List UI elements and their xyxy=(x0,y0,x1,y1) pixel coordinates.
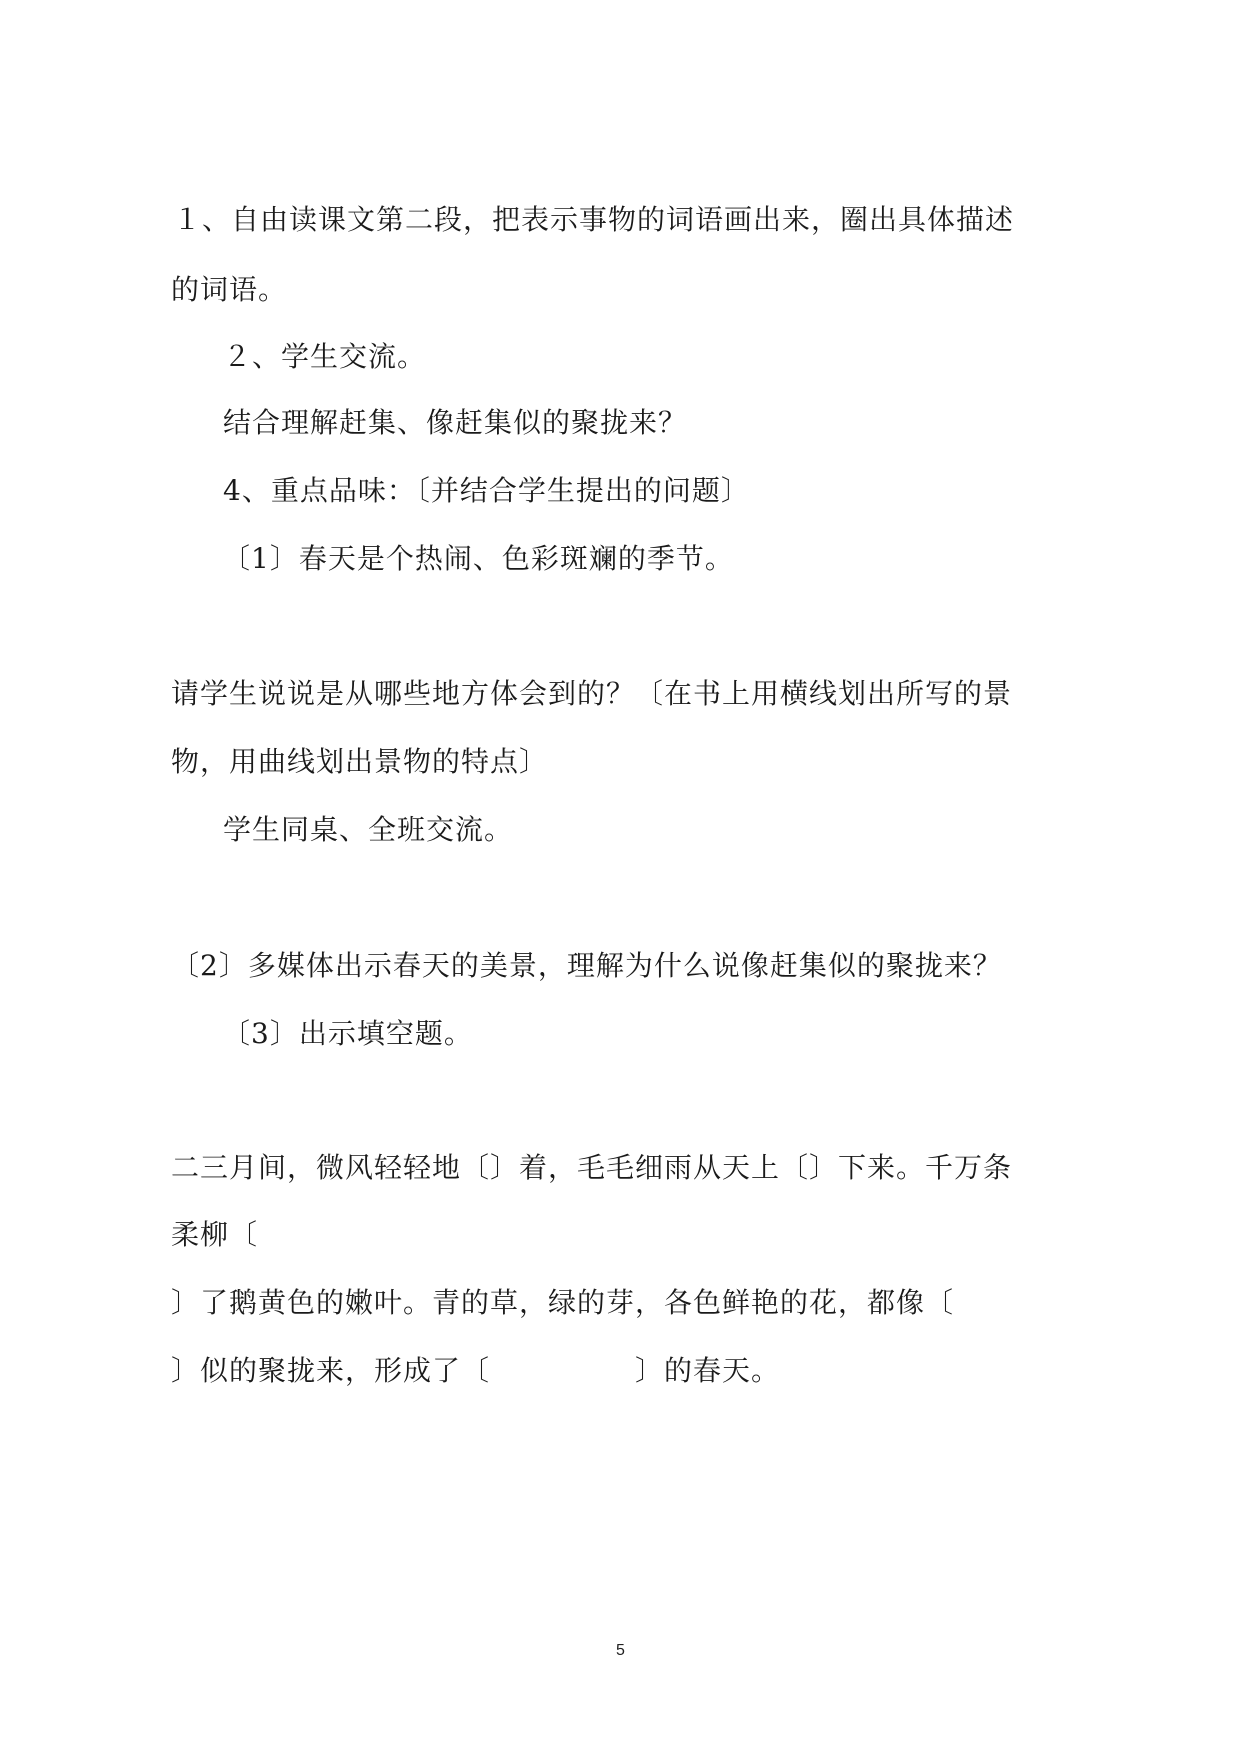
paragraph-line-4: 结合理解赶集、像赶集似的聚拢来？ xyxy=(223,406,688,439)
paragraph-line-2: 的词语。 xyxy=(171,273,288,306)
paragraph-line-5: 4、重点品味：〔并结合学生提出的问题〕 xyxy=(223,474,750,507)
paragraph-line-1: １、自由读课文第二段，把表示事物的词语画出来，圈出具体描述 xyxy=(173,203,1015,236)
paragraph-line-8: 物，用曲线划出景物的特点〕 xyxy=(171,745,549,778)
paragraph-line-14: 〕了鹅黄色的嫩叶。青的草，绿的芽，各色鲜艳的花，都像〔 xyxy=(171,1286,955,1319)
page-number: 5 xyxy=(616,1642,625,1659)
paragraph-line-10: 〔2〕多媒体出示春天的美景，理解为什么说像赶集似的聚拢来？ xyxy=(171,949,1002,982)
paragraph-line-6: 〔1〕春天是个热闹、色彩斑斓的季节。 xyxy=(222,542,734,575)
paragraph-line-15: 〕似的聚拢来，形成了〔 〕的春天。 xyxy=(171,1354,781,1387)
paragraph-line-3: ２、学生交流。 xyxy=(223,340,427,373)
paragraph-line-11: 〔3〕出示填空题。 xyxy=(222,1017,473,1050)
paragraph-line-7: 请学生说说是从哪些地方体会到的？〔在书上用横线划出所写的景 xyxy=(171,677,1013,710)
paragraph-line-9: 学生同桌、全班交流。 xyxy=(223,813,514,846)
paragraph-line-12: 二三月间，微风轻轻地〔〕着，毛毛细雨从天上〔〕下来。千万条 xyxy=(171,1151,1013,1184)
paragraph-line-13: 柔柳〔 xyxy=(171,1218,259,1251)
